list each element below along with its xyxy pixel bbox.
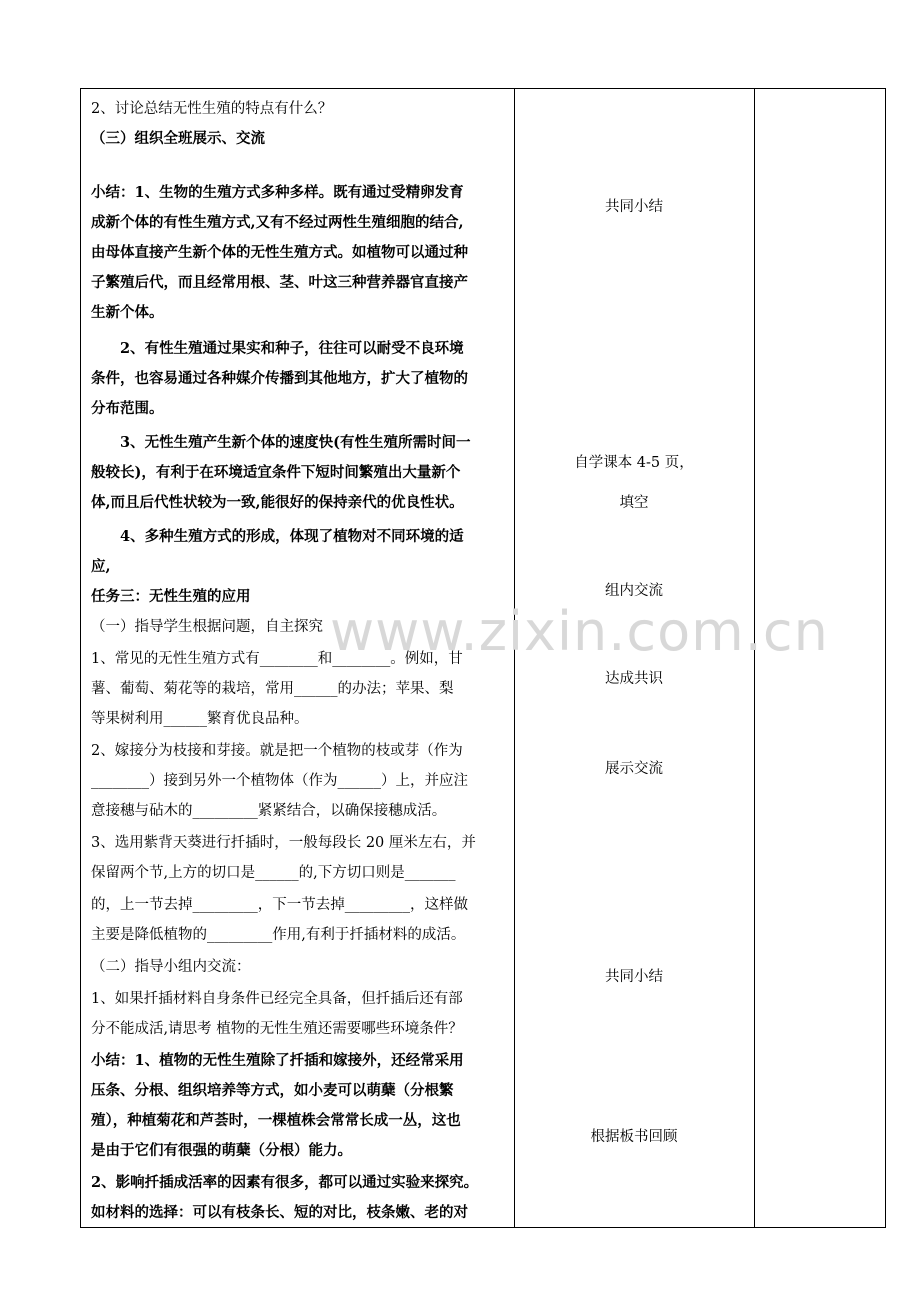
activity-note: 根据板书回顾 xyxy=(590,1129,678,1145)
content-line: 2、嫁接分为枝接和芽接。就是把一个植物的枝或芽（作为 xyxy=(91,743,463,759)
content-line: 生新个体。 xyxy=(91,304,164,321)
section-heading: 任务三：无性生殖的应用 xyxy=(91,588,251,605)
watermark: www.zixin.com.cn xyxy=(330,600,829,663)
content-line: 般较长)，有利于在环境适宜条件下短时间繁殖出大量新个 xyxy=(91,464,461,481)
content-line: 成新个体的有性生殖方式,又有不经过两性生殖细胞的结合, xyxy=(91,214,464,231)
content-line: 由母体直接产生新个体的无性生殖方式。如植物可以通过种 xyxy=(91,244,468,261)
content-line: ________）接到另外一个植物体（作为______）上，并应注 xyxy=(91,773,468,789)
content-line: 分不能成活,请思考 植物的无性生殖还需要哪些环境条件？ xyxy=(91,1021,463,1037)
activity-note: 展示交流 xyxy=(605,761,663,777)
content-line: 2、讨论总结无性生殖的特点有什么？ xyxy=(91,101,333,117)
content-line: （三）组织全班展示、交流 xyxy=(91,130,265,147)
content-line: 的，上一节去掉_________，下一节去掉_________，这样做 xyxy=(91,897,468,913)
content-line: 1、常见的无性生殖方式有________和________。例如，甘 xyxy=(91,651,463,667)
activity-note: 共同小结 xyxy=(605,199,663,215)
content-line: 体,而且后代性状较为一致,能很好的保持亲代的优良性状。 xyxy=(91,494,464,511)
content-line: 是由于它们有很强的萌蘖（分根）能力。 xyxy=(91,1142,352,1159)
activity-note: 达成共识 xyxy=(605,671,663,687)
activity-note: 自学课本 4-5 页， xyxy=(574,455,694,471)
content-line: （一）指导学生根据问题，自主探究 xyxy=(91,619,323,635)
content-line: 保留两个节,上方的切口是______的,下方切口则是_______ xyxy=(91,865,456,881)
content-line: 2、影响扦插成活率的因素有很多，都可以通过实验来探究。 xyxy=(91,1174,479,1191)
content-line: 主要是降低植物的_________作用,有利于扦插材料的成活。 xyxy=(91,927,466,943)
content-line: 3、选用紫背天葵进行扦插时，一般每段长 20 厘米左右，并 xyxy=(91,835,476,851)
content-line: 分布范围。 xyxy=(91,400,164,417)
content-line: 小结：1、植物的无性生殖除了扦插和嫁接外，还经常采用 xyxy=(91,1052,464,1069)
content-line: 殖），种植菊花和芦荟时，一棵植株会常常长成一丛，这也 xyxy=(91,1112,461,1129)
content-line: 薯、葡萄、菊花等的栽培，常用______的办法；苹果、梨 xyxy=(91,681,454,697)
content-line: 如材料的选择：可以有枝条长、短的对比，枝条嫩、老的对 xyxy=(91,1204,468,1221)
activity-note: 组内交流 xyxy=(605,583,663,599)
activity-note: 共同小结 xyxy=(605,969,663,985)
content-line: 2、有性生殖通过果实和种子，往往可以耐受不良环境 xyxy=(91,340,464,357)
content-line: 压条、分根、组织培养等方式，如小麦可以萌蘖（分根繁 xyxy=(91,1082,454,1099)
content-line: 意接穗与砧木的_________紧紧结合，以确保接穗成活。 xyxy=(91,803,447,819)
content-line: 1、如果扦插材料自身条件已经完全具备，但扦插后还有部 xyxy=(91,991,463,1007)
content-line: 3、无性生殖产生新个体的速度快(有性生殖所需时间一 xyxy=(91,434,471,451)
content-line: 条件，也容易通过各种媒介传播到其他地方，扩大了植物的 xyxy=(91,370,468,387)
content-line: 4、多种生殖方式的形成，体现了植物对不同环境的适 xyxy=(91,528,464,545)
content-line: （二）指导小组内交流： xyxy=(91,959,251,975)
content-line: 等果树利用______繁育优良品种。 xyxy=(91,711,309,727)
content-line: 子繁殖后代，而且经常用根、茎、叶这三种营养器官直接产 xyxy=(91,274,468,291)
content-line: 小结：1、生物的生殖方式多种多样。既有通过受精卵发育 xyxy=(91,184,464,201)
content-line: 应, xyxy=(91,558,111,575)
activity-note: 填空 xyxy=(619,495,649,511)
